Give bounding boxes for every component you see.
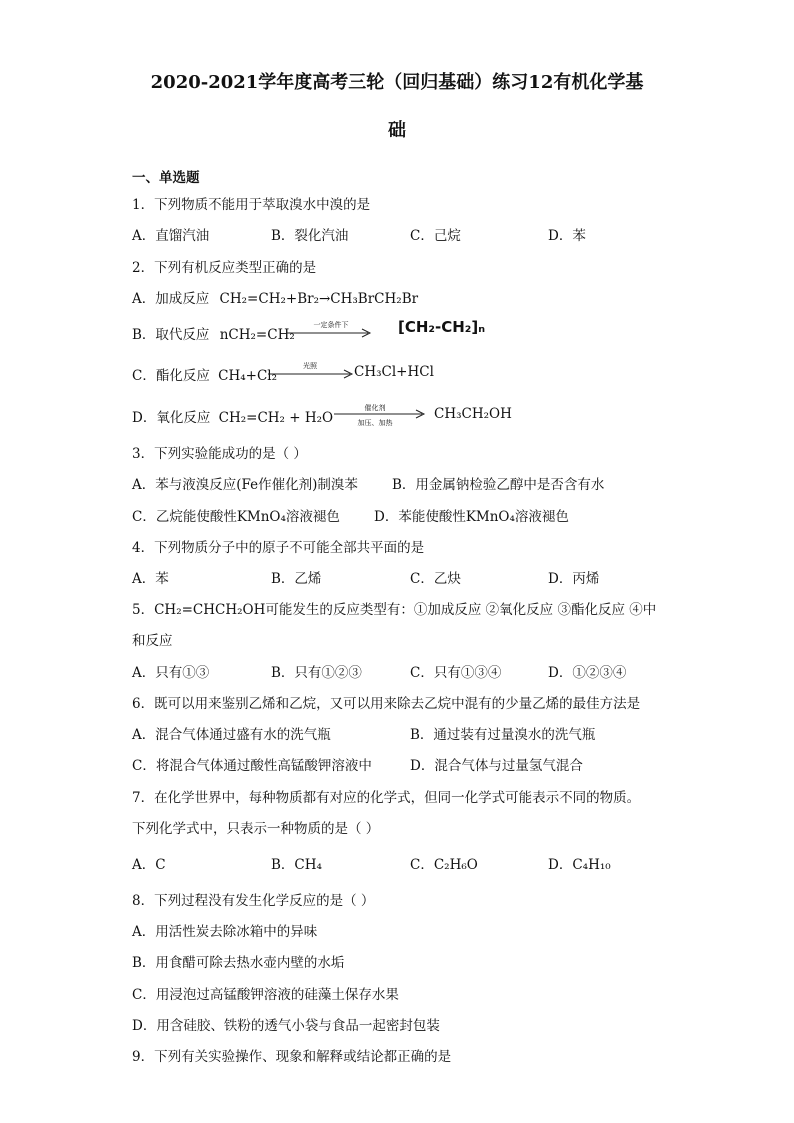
option-b-label: B．取代反应 — [132, 327, 210, 343]
question-1-stem: 1．下列物质不能用于萃取溴水中溴的是 — [132, 197, 371, 213]
section-heading: 一、单选题 — [132, 170, 200, 186]
question-5-option-c: C．只有①③④ — [410, 665, 502, 681]
option-d-condition-bottom: 加压、加热 — [357, 419, 393, 427]
question-7-stem: 7．在化学世界中，每种物质都有对应的化学式，但同一化学式可能表示不同的物质。 — [132, 790, 641, 806]
question-2-option-c-label — [132, 364, 277, 384]
option-d-label: D．氧化反应 — [132, 410, 211, 426]
question-3-option-b: B．用金属钠检验乙醇中是否含有水 — [392, 477, 605, 493]
question-6-option-c: C．将混合气体通过酸性高锰酸钾溶液中 — [132, 758, 372, 774]
question-4-option-c: C．乙炔 — [410, 571, 461, 587]
page-title: 2020-2021学年度高考三轮（回归基础）练习12有机化学基 — [150, 72, 644, 93]
option-c-reactants: CH₄+Cl₂ — [218, 368, 278, 384]
option-b-polymer-product: [CH₂-CH₂]ₙ — [398, 318, 486, 336]
question-7-option-c: C．C₂H₆O — [410, 857, 478, 873]
question-5-option-b: B．只有①②③ — [271, 665, 362, 681]
question-5-option-d: D．①②③④ — [548, 665, 627, 681]
reaction-arrow-icon — [286, 327, 372, 339]
question-3-option-a: A．苯与液溴反应(Fe作催化剂)制溴苯 — [132, 477, 358, 493]
question-6-option-d: D．混合气体与过量氢气混合 — [410, 758, 583, 774]
option-a-equation: CH₂=CH₂+Br₂→CH₃BrCH₂Br — [219, 291, 419, 307]
page-title-continued: 础 — [388, 120, 406, 141]
question-5-stem-continued: 和反应 — [132, 633, 173, 649]
option-d-condition-top: 催化剂 — [364, 404, 386, 412]
option-c-products: CH₃Cl+HCl — [354, 364, 434, 380]
option-b-condition: 一定条件下 — [313, 321, 349, 329]
question-6-option-a: A．混合气体通过盛有水的洗气瓶 — [132, 727, 331, 743]
question-5-stem: 5．CH₂=CHCH₂OH可能发生的反应类型有：①加成反应 ②氧化反应 ③酯化反应 ④中 — [132, 602, 657, 618]
question-2-stem: 2．下列有机反应类型正确的是 — [132, 260, 317, 276]
question-1-option-d: D．苯 — [548, 228, 586, 244]
option-b-reactant: nCH₂=CH₂ — [219, 327, 295, 343]
question-6-stem: 6．既可以用来鉴别乙烯和乙烷，又可以用来除去乙烷中混有的少量乙烯的最佳方法是 — [132, 696, 641, 712]
question-4-stem: 4．下列物质分子中的原子不可能全部共平面的是 — [132, 540, 425, 556]
question-3-stem: 3．下列实验能成功的是（ ） — [132, 446, 307, 462]
question-4-option-b: B．乙烯 — [271, 571, 322, 587]
question-2-option-b-label — [132, 323, 295, 343]
reaction-arrow-icon — [268, 368, 354, 380]
question-8-option-c: C．用浸泡过高锰酸钾溶液的硅藻土保存水果 — [132, 987, 399, 1003]
question-6-option-b: B．通过装有过量溴水的洗气瓶 — [410, 727, 596, 743]
question-8-option-a: A．用活性炭去除冰箱中的异味 — [132, 924, 318, 940]
question-4-option-a: A．苯 — [132, 571, 169, 587]
option-c-label: C．酯化反应 — [132, 368, 210, 384]
question-5-option-a: A．只有①③ — [132, 665, 210, 681]
question-7-option-b: B．CH₄ — [271, 857, 322, 873]
question-2-option-d-label — [132, 406, 333, 426]
question-2-option-a — [132, 287, 418, 307]
question-1-option-a: A．直馏汽油 — [132, 228, 210, 244]
question-3-option-c: C．乙烷能使酸性KMnO₄溶液褪色 — [132, 509, 340, 525]
question-8-option-b: B．用食醋可除去热水壶内壁的水垢 — [132, 955, 345, 971]
question-1-option-b: B．裂化汽油 — [271, 228, 349, 244]
option-c-condition: 光照 — [303, 362, 317, 370]
question-7-option-d: D．C₄H₁₀ — [548, 857, 611, 873]
option-a-label: A．加成反应 — [132, 291, 210, 307]
question-9-stem: 9．下列有关实验操作、现象和解释或结论都正确的是 — [132, 1049, 452, 1065]
option-d-reactants: CH₂=CH₂ + H₂O — [218, 410, 334, 426]
question-8-option-d: D．用含硅胶、铁粉的透气小袋与食品一起密封包装 — [132, 1018, 440, 1034]
question-7-stem-continued: 下列化学式中，只表示一种物质的是（ ） — [132, 821, 380, 837]
question-3-option-d: D．苯能使酸性KMnO₄溶液褪色 — [374, 509, 569, 525]
question-1-option-c: C．己烷 — [410, 228, 461, 244]
question-8-stem: 8．下列过程没有发生化学反应的是（ ） — [132, 893, 375, 909]
question-7-option-a: A．C — [132, 857, 166, 873]
option-d-product: CH₃CH₂OH — [434, 406, 512, 422]
question-4-option-d: D．丙烯 — [548, 571, 600, 587]
